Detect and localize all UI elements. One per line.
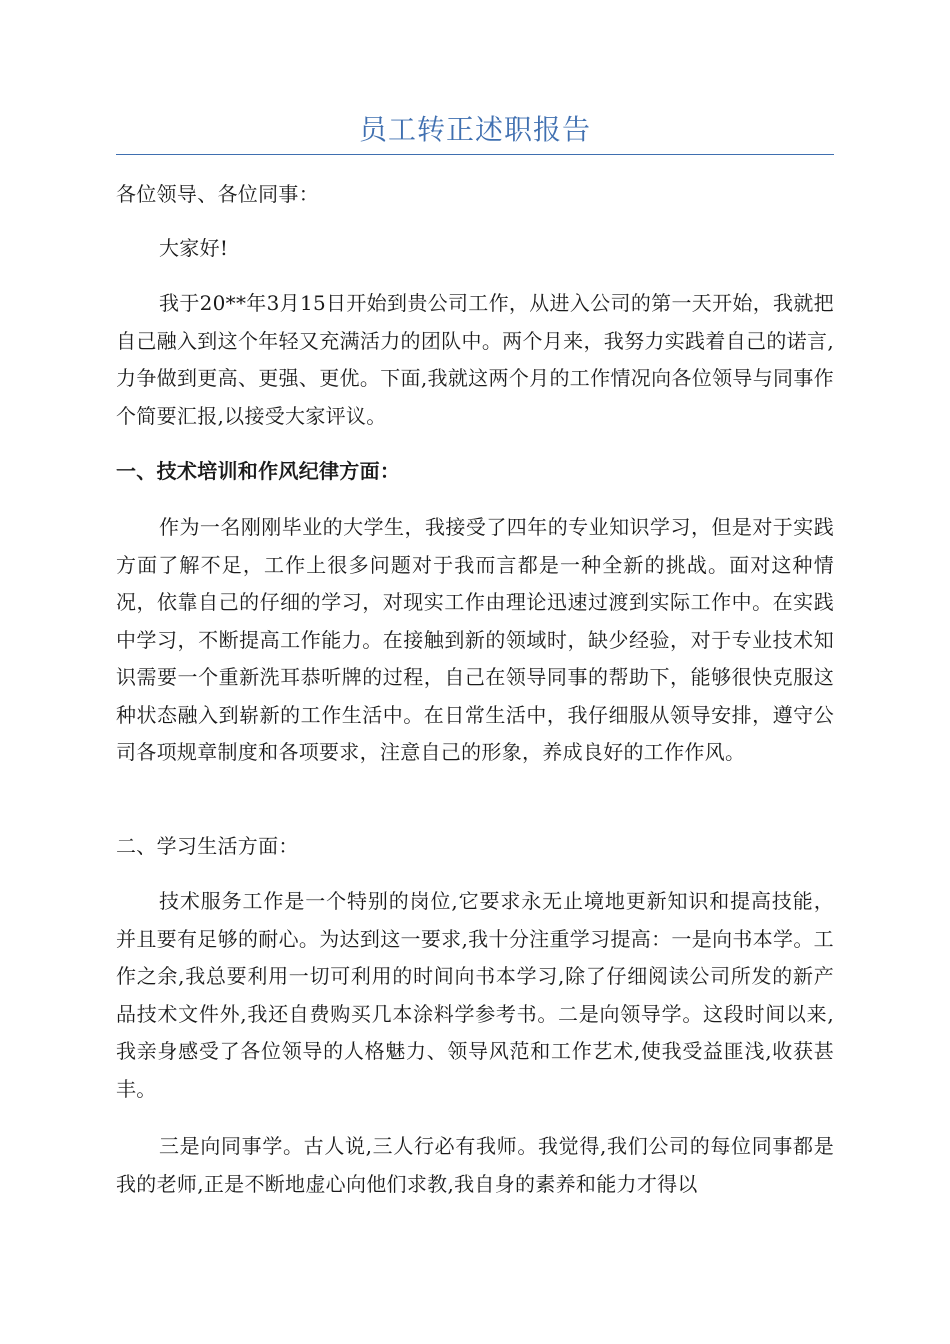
salutation: 各位领导、各位同事： xyxy=(116,182,319,206)
section-2-paragraph-2: 三是向同事学。古人说,三人行必有我师。我觉得,我们公司的每位同事都是我的老师,正是不断地虚心向他们求教,我自身的素养和能力才得以 xyxy=(116,1134,834,1196)
section-1-paragraph: 作为一名刚刚毕业的大学生，我接受了四年的专业知识学习，但是对于实践方面了解不足，工作上很多问题对于我而言都是一种全新的挑战。面对这种情况，依靠自己的仔细的学习，对现实工作由理论迅速过渡到实际工作中。在实践中学习，不断提高工作能力。在接触到新的领域时，缺少经验，对于专业技术知识需要一个重新洗耳恭听牌的过程，自己在领导同事的帮助下，能够很快克服这种状态融入到崭新的工作生活中。在日常生活中，我仔细服从领导安排，遵守公司各项规章制度和各项要求，注意自己的形象，养成良好的工作作风。 xyxy=(116,515,834,764)
section-heading-2: 二、学习生活方面： xyxy=(116,834,299,858)
section-2-paragraph: 技术服务工作是一个特别的岗位,它要求永无止境地更新知识和提高技能，并且要有足够的耐心。为达到这一要求,我十分注重学习提高：一是向书本学。工作之余,我总要利用一切可利用的时间向书本学习,除了仔细阅读公司所发的新产品技术文件外,我还自费购买几本涂料学参考书。二是向领导学。这段时间以来,我亲身感受了各位领导的人格魅力、领导风范和工作艺术,使我受益匪浅,收获甚丰。 xyxy=(116,889,834,1101)
title-underline xyxy=(116,154,834,155)
greeting: 大家好! xyxy=(159,236,229,260)
section-heading-1: 一、技术培训和作风纪律方面： xyxy=(116,459,401,483)
document-title: 员工转正述职报告 xyxy=(358,113,591,146)
intro-paragraph: 我于20**年3月15日开始到贵公司工作，从进入公司的第一天开始，我就把自己融入到这个年轻又充满活力的团队中。两个月来，我努力实践着自己的诺言,力争做到更高、更强、更优。下面,我就这两个月的工作情况向各位领导与同事作个简要汇报,以接受大家评议。 xyxy=(116,291,834,428)
